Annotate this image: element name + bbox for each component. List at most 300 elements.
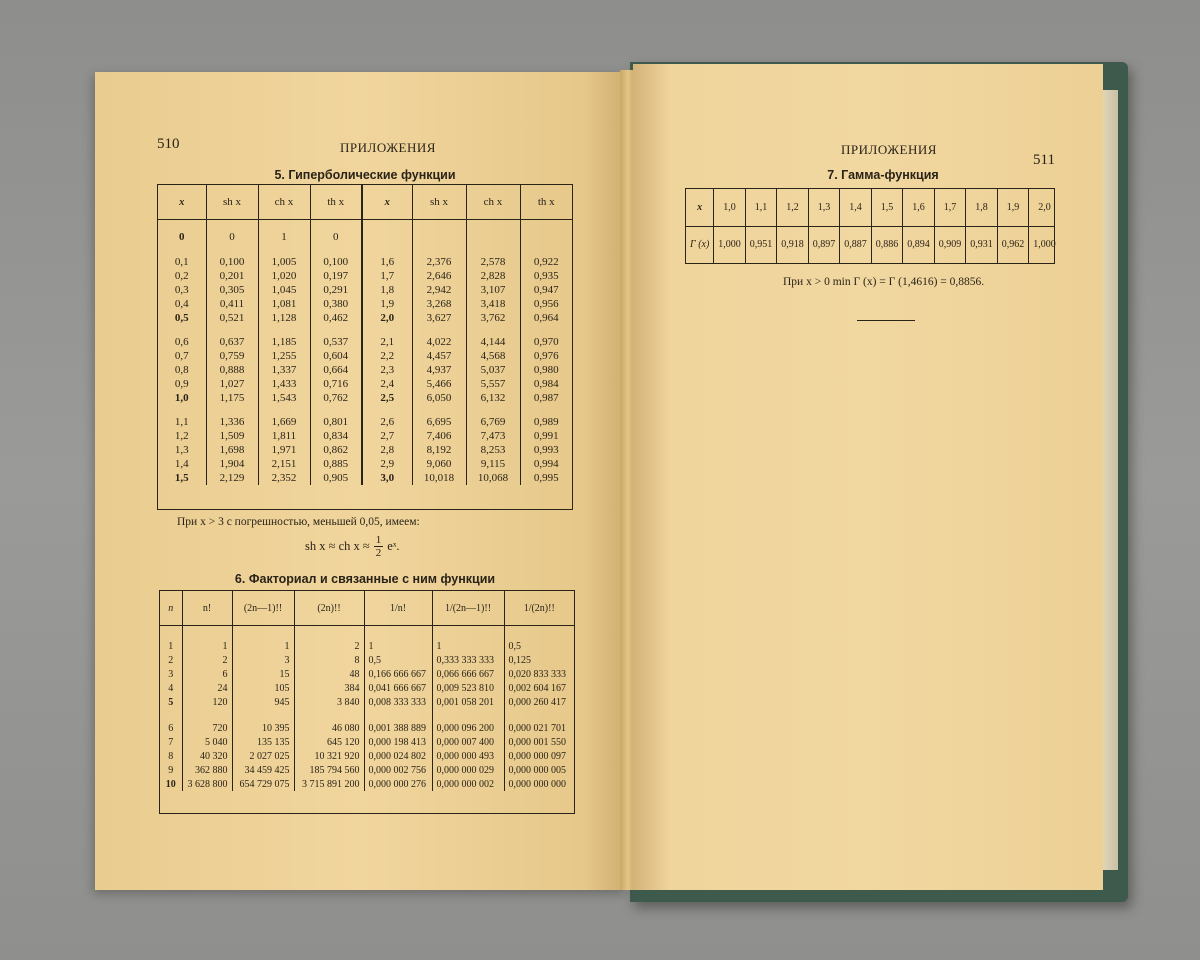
spacer-cell: [206, 405, 258, 415]
table-cell: 3,0: [362, 471, 412, 485]
gamma-title: 7. Гамма-функция: [827, 168, 939, 182]
table-cell: 1,128: [258, 311, 310, 325]
empty-cell: [412, 229, 466, 245]
gamma-g-row: [686, 226, 1060, 263]
table-cell: 0,4: [158, 297, 206, 311]
spacer-cell: [412, 405, 466, 415]
spacer-cell: [258, 405, 310, 415]
table-cell: 945: [232, 695, 294, 709]
table-cell: 0,100: [206, 255, 258, 269]
table-cell: 0,980: [533, 364, 559, 376]
factorial-table-frame: [159, 590, 575, 814]
table-cell: 0,801: [310, 415, 362, 429]
spacer-row: [160, 625, 574, 639]
table-cell: 5,037: [466, 363, 520, 377]
fact-header-nfact: n!: [182, 591, 232, 625]
table-cell: 0,411: [206, 297, 258, 311]
table-cell: 0,8: [158, 363, 206, 377]
table-cell: 0,020 833 333: [508, 668, 566, 680]
table-row: [160, 639, 574, 653]
spacer-cell: [364, 709, 432, 721]
gamma-g-cell: 0,897: [808, 226, 840, 263]
fact-header-even-dfact: (2n)!!: [294, 591, 364, 625]
table-cell: 0,664: [310, 363, 362, 377]
gamma-g-cell: 0,886: [871, 226, 903, 263]
table-cell: 2,7: [362, 429, 412, 443]
gamma-g-label: Г (x): [686, 226, 714, 263]
table-cell: 1,3: [158, 443, 206, 457]
table-cell: 2,578: [466, 255, 520, 269]
gamma-x-cell: 1,8: [966, 189, 998, 226]
table-row: [158, 283, 572, 297]
gamma-note: При x > 0 min Г (x) = Г (1,4616) = 0,8856.: [783, 276, 985, 288]
table-cell: 1,175: [206, 391, 258, 405]
hyp-header-sh: sh x: [206, 185, 258, 219]
table-row: [158, 335, 572, 349]
table-row: [160, 763, 574, 777]
spacer-cell: [362, 405, 412, 415]
table-cell: 1: [182, 639, 232, 653]
table-cell: 6,050: [412, 391, 466, 405]
spacer-cell: [466, 405, 520, 415]
table-cell: 3,627: [412, 311, 466, 325]
table-cell: 0,000 000 276: [364, 777, 432, 791]
table-cell: 0,9: [158, 377, 206, 391]
gamma-x-cell: 2,0: [1038, 202, 1051, 213]
table-cell: 0,922: [533, 256, 559, 268]
table-cell: 1,027: [206, 377, 258, 391]
table-cell: 1: [432, 639, 504, 653]
table-cell: 0,5: [364, 653, 432, 667]
table-cell: 5: [160, 695, 182, 709]
left-page: [95, 72, 627, 890]
table-cell: 0,989: [533, 416, 559, 428]
gamma-g-cell: 0,918: [777, 226, 809, 263]
table-cell: 0,000 000 000: [508, 778, 566, 790]
gamma-x-cell: 1,9: [997, 189, 1029, 226]
running-head-right: ПРИЛОЖЕНИЯ: [841, 142, 937, 157]
table-cell: 0,1: [158, 255, 206, 269]
table-cell: 185 794 560: [294, 763, 364, 777]
table-cell: 362 880: [182, 763, 232, 777]
table-cell: 0,637: [206, 335, 258, 349]
table-cell: 1,9: [362, 297, 412, 311]
table-cell: 4,144: [466, 335, 520, 349]
table-cell: 0,000 007 400: [432, 735, 504, 749]
table-cell: 0,000 096 200: [432, 721, 504, 735]
table-cell: 3,107: [466, 283, 520, 297]
table-cell: 6,769: [466, 415, 520, 429]
table-cell: 8,192: [412, 443, 466, 457]
empty-cell: [466, 229, 520, 245]
right-page: [633, 64, 1103, 890]
table-cell: 0,001 058 201: [432, 695, 504, 709]
table-cell: 0,066 666 667: [432, 667, 504, 681]
spacer-row: [158, 219, 572, 229]
table-row: [158, 457, 572, 471]
table-cell: 1,337: [258, 363, 310, 377]
hyp-header-x2: x: [362, 185, 412, 219]
table-cell: 6: [160, 721, 182, 735]
hyp-header-ch2: ch x: [466, 185, 520, 219]
table-cell: 1,020: [258, 269, 310, 283]
table-cell: 1,0: [158, 391, 206, 405]
table-cell: 0,000 000 005: [508, 764, 566, 776]
table-cell: 0,537: [310, 335, 362, 349]
table-cell: 2,942: [412, 283, 466, 297]
spacer-cell: [520, 325, 572, 335]
gamma-x-cell: 1,2: [777, 189, 809, 226]
table-cell: 0,984: [533, 378, 559, 390]
table-cell: 1,336: [206, 415, 258, 429]
hyp-header-th: th x: [310, 185, 362, 219]
page-number-right: 511: [1033, 152, 1055, 168]
table-cell: 6,695: [412, 415, 466, 429]
table-cell: 15: [232, 667, 294, 681]
table-cell: 3,762: [466, 311, 520, 325]
table-cell: 1,081: [258, 297, 310, 311]
table-cell: 105: [232, 681, 294, 695]
table-row: [158, 363, 572, 377]
table-cell: 2: [182, 653, 232, 667]
table-cell: 0,197: [310, 269, 362, 283]
gamma-x-cell: 1,4: [840, 189, 872, 226]
table-cell: 0,201: [206, 269, 258, 283]
table-cell: 3,418: [466, 297, 520, 311]
gamma-x-row: [686, 189, 1060, 226]
table-cell: 120: [182, 695, 232, 709]
table-cell: 8: [160, 749, 182, 763]
group-spacer-row: [158, 325, 572, 335]
table-cell: 9,115: [466, 457, 520, 471]
table-cell: 10: [160, 777, 182, 791]
spacer-cell: [182, 709, 232, 721]
table-cell: 2,151: [258, 457, 310, 471]
table-cell: 0,888: [206, 363, 258, 377]
spacer-cell: [310, 245, 362, 255]
spacer-cell: [364, 625, 432, 639]
formula-right: eˣ.: [387, 539, 400, 553]
hyperbolic-note: При x > 3 с погрешностью, меньшей 0,05, имеем:: [177, 516, 420, 528]
table-row: [158, 415, 572, 429]
spacer-cell: [232, 709, 294, 721]
table-cell: 4,568: [466, 349, 520, 363]
table-cell: 2,0: [362, 311, 412, 325]
spacer-cell: [158, 219, 206, 229]
fact-header-odd-dfact: (2n—1)!!: [232, 591, 294, 625]
table-cell: 2,6: [362, 415, 412, 429]
table-cell: 9: [160, 763, 182, 777]
table-cell: 0,000 002 756: [364, 763, 432, 777]
table-cell: 4,022: [412, 335, 466, 349]
spacer-cell: [206, 325, 258, 335]
gamma-g-cell: 0,962: [997, 226, 1029, 263]
spacer-cell: [466, 219, 520, 229]
table-cell: 0,5: [158, 311, 206, 325]
hyp-header-ch: ch x: [258, 185, 310, 219]
table-cell: 135 135: [232, 735, 294, 749]
table-cell: 2,9: [362, 457, 412, 471]
table-cell: 0,991: [533, 430, 559, 442]
table-cell: 2,376: [412, 255, 466, 269]
gamma-x-cell: 1,0: [714, 189, 746, 226]
table-cell: 0,716: [310, 377, 362, 391]
table-cell: 4,937: [412, 363, 466, 377]
table-row: [158, 269, 572, 283]
table-row: [160, 695, 574, 709]
table-cell: 0,001 388 889: [364, 721, 432, 735]
table-cell: 4,457: [412, 349, 466, 363]
spacer-cell: [520, 219, 572, 229]
gamma-table-frame: [685, 188, 1055, 264]
spacer-cell: [294, 709, 364, 721]
table-cell: 1,6: [362, 255, 412, 269]
table-cell: 48: [294, 667, 364, 681]
table-cell: 0,000 001 550: [508, 736, 566, 748]
hyp-header-sh2: sh x: [412, 185, 466, 219]
table-cell: 0,008 333 333: [364, 695, 432, 709]
table-cell: 0,041 666 667: [364, 681, 432, 695]
table-cell: 10,018: [412, 471, 466, 485]
table-cell: 720: [182, 721, 232, 735]
table-cell: 5,557: [466, 377, 520, 391]
table-row: [158, 377, 572, 391]
table-cell: 1,811: [258, 429, 310, 443]
table-cell: 0,009 523 810: [432, 681, 504, 695]
factorial-table: [160, 591, 574, 791]
table-cell: 1,7: [362, 269, 412, 283]
hyp-zero-row: [158, 229, 572, 245]
gamma-x-cell: 1,6: [903, 189, 935, 226]
table-cell: 645 120: [294, 735, 364, 749]
table-row: [158, 471, 572, 485]
table-cell: 1,045: [258, 283, 310, 297]
table-cell: 3 715 891 200: [294, 777, 364, 791]
table-cell: 0,862: [310, 443, 362, 457]
table-cell: 0,885: [310, 457, 362, 471]
table-row: [160, 721, 574, 735]
fact-header-n: n: [160, 591, 182, 625]
table-cell: 0,462: [310, 311, 362, 325]
table-cell: 4: [160, 681, 182, 695]
table-row: [158, 311, 572, 325]
table-row: [158, 429, 572, 443]
table-cell: 1,185: [258, 335, 310, 349]
gamma-g-cell: 1,000: [1033, 239, 1056, 250]
table-cell: 3 628 800: [182, 777, 232, 791]
table-cell: 2,5: [362, 391, 412, 405]
gamma-g-cell: 0,931: [966, 226, 998, 263]
spacer-cell: [258, 219, 310, 229]
hyperbolic-formula: [305, 534, 400, 559]
table-cell: 0,000 000 002: [432, 777, 504, 791]
hyperbolic-table-frame: [157, 184, 573, 510]
table-cell: 2,3: [362, 363, 412, 377]
table-cell: 2,1: [362, 335, 412, 349]
fact-header-inv-nfact: 1/n!: [364, 591, 432, 625]
table-cell: 0,291: [310, 283, 362, 297]
spacer-cell: [310, 219, 362, 229]
page-number-left: 510: [157, 136, 180, 152]
hyp-header-x: x: [158, 185, 206, 219]
table-cell: 0,100: [310, 255, 362, 269]
spacer-cell: [294, 625, 364, 639]
table-cell: 2,129: [206, 471, 258, 485]
table-row: [160, 777, 574, 791]
table-cell: 1,4: [158, 457, 206, 471]
gamma-g-cell: 1,000: [714, 226, 746, 263]
table-cell: 0,987: [533, 392, 559, 404]
table-cell: 0,000 000 097: [508, 750, 566, 762]
table-cell: 0,947: [533, 284, 559, 296]
formula-numerator: 1: [375, 534, 382, 546]
spacer-cell: [504, 625, 574, 639]
table-cell: 1,2: [158, 429, 206, 443]
table-cell: 2,2: [362, 349, 412, 363]
table-cell: 2 027 025: [232, 749, 294, 763]
table-cell: 0,125: [508, 654, 531, 666]
group-spacer-row: [160, 709, 574, 721]
table-cell: 3: [232, 653, 294, 667]
table-cell: 1,971: [258, 443, 310, 457]
table-cell: 0,993: [533, 444, 559, 456]
hyp-zero-cell: 0: [206, 229, 258, 245]
table-cell: 654 729 075: [232, 777, 294, 791]
formula-denominator: 2: [375, 547, 382, 559]
table-cell: 0,604: [310, 349, 362, 363]
table-cell: 0,5: [508, 640, 521, 652]
gamma-x-cell: 1,5: [871, 189, 903, 226]
gamma-x-label: x: [686, 189, 714, 226]
table-cell: 1,5: [158, 471, 206, 485]
table-cell: 46 080: [294, 721, 364, 735]
table-cell: 2,646: [412, 269, 466, 283]
table-cell: 7,406: [412, 429, 466, 443]
end-rule: [857, 320, 915, 321]
table-cell: 3: [160, 667, 182, 681]
spacer-cell: [206, 219, 258, 229]
table-cell: 40 320: [182, 749, 232, 763]
table-cell: 1,005: [258, 255, 310, 269]
table-cell: 9,060: [412, 457, 466, 471]
table-cell: 0,333 333 333: [432, 653, 504, 667]
table-row: [160, 735, 574, 749]
spacer-cell: [258, 325, 310, 335]
table-cell: 34 459 425: [232, 763, 294, 777]
hyp-zero-cell: 0: [310, 229, 362, 245]
spacer-cell: [158, 325, 206, 335]
table-cell: 1: [364, 639, 432, 653]
spacer-cell: [520, 245, 572, 255]
table-cell: 0,521: [206, 311, 258, 325]
spacer-cell: [258, 245, 310, 255]
table-row: [158, 443, 572, 457]
table-cell: 0,905: [310, 471, 362, 485]
gamma-g-cell: 0,887: [840, 226, 872, 263]
spacer-cell: [504, 709, 574, 721]
table-cell: 2,352: [258, 471, 310, 485]
table-cell: 2,4: [362, 377, 412, 391]
table-cell: 1,509: [206, 429, 258, 443]
table-cell: 6: [182, 667, 232, 681]
table-cell: 0,380: [310, 297, 362, 311]
table-cell: 0,000 000 029: [432, 763, 504, 777]
running-head-left: ПРИЛОЖЕНИЯ: [340, 140, 436, 155]
table-cell: 1,669: [258, 415, 310, 429]
table-row: [158, 297, 572, 311]
spacer-cell: [232, 625, 294, 639]
table-cell: 2: [294, 639, 364, 653]
table-cell: 0,994: [533, 458, 559, 470]
hyp-zero-cell: 1: [258, 229, 310, 245]
spacer-cell: [182, 625, 232, 639]
table-cell: 0,002 604 167: [508, 682, 566, 694]
spacer-cell: [432, 625, 504, 639]
fact-header-inv-odd: 1/(2n—1)!!: [432, 591, 504, 625]
table-cell: 0,762: [310, 391, 362, 405]
table-cell: 0,970: [533, 336, 559, 348]
empty-cell: [520, 229, 572, 245]
group-spacer-row: [158, 245, 572, 255]
table-cell: 0,976: [533, 350, 559, 362]
table-cell: 0,995: [533, 472, 559, 484]
gamma-x-cell: 1,7: [934, 189, 966, 226]
formula-fraction: [374, 534, 384, 559]
spacer-cell: [412, 219, 466, 229]
spacer-cell: [520, 405, 572, 415]
table-cell: 0,935: [533, 270, 559, 282]
empty-cell: [362, 229, 412, 245]
table-cell: 8,253: [466, 443, 520, 457]
spacer-cell: [362, 245, 412, 255]
table-cell: 3 840: [294, 695, 364, 709]
spacer-cell: [206, 245, 258, 255]
spacer-cell: [160, 625, 182, 639]
table-cell: 5,466: [412, 377, 466, 391]
table-cell: 1,8: [362, 283, 412, 297]
spacer-cell: [158, 405, 206, 415]
table-cell: 7,473: [466, 429, 520, 443]
spacer-cell: [362, 325, 412, 335]
table-cell: 6,132: [466, 391, 520, 405]
table-cell: 0,166 666 667: [364, 667, 432, 681]
table-row: [160, 667, 574, 681]
hyperbolic-table: [158, 185, 572, 485]
table-cell: 0,964: [533, 312, 559, 324]
table-row: [158, 391, 572, 405]
table-cell: 8: [294, 653, 364, 667]
table-cell: 0,000 024 802: [364, 749, 432, 763]
table-cell: 0,759: [206, 349, 258, 363]
table-cell: 10,068: [466, 471, 520, 485]
spacer-cell: [412, 325, 466, 335]
gamma-g-cell: 0,909: [934, 226, 966, 263]
table-cell: 2: [160, 653, 182, 667]
hyp-zero-cell: 0: [158, 229, 206, 245]
spacer-cell: [466, 245, 520, 255]
spacer-cell: [432, 709, 504, 721]
table-cell: 384: [294, 681, 364, 695]
group-spacer-row: [158, 405, 572, 415]
table-cell: 2,8: [362, 443, 412, 457]
spacer-cell: [158, 245, 206, 255]
table-row: [160, 681, 574, 695]
table-cell: 0,3: [158, 283, 206, 297]
table-row: [158, 255, 572, 269]
spacer-cell: [160, 709, 182, 721]
table-cell: 1: [232, 639, 294, 653]
table-cell: 2,828: [466, 269, 520, 283]
